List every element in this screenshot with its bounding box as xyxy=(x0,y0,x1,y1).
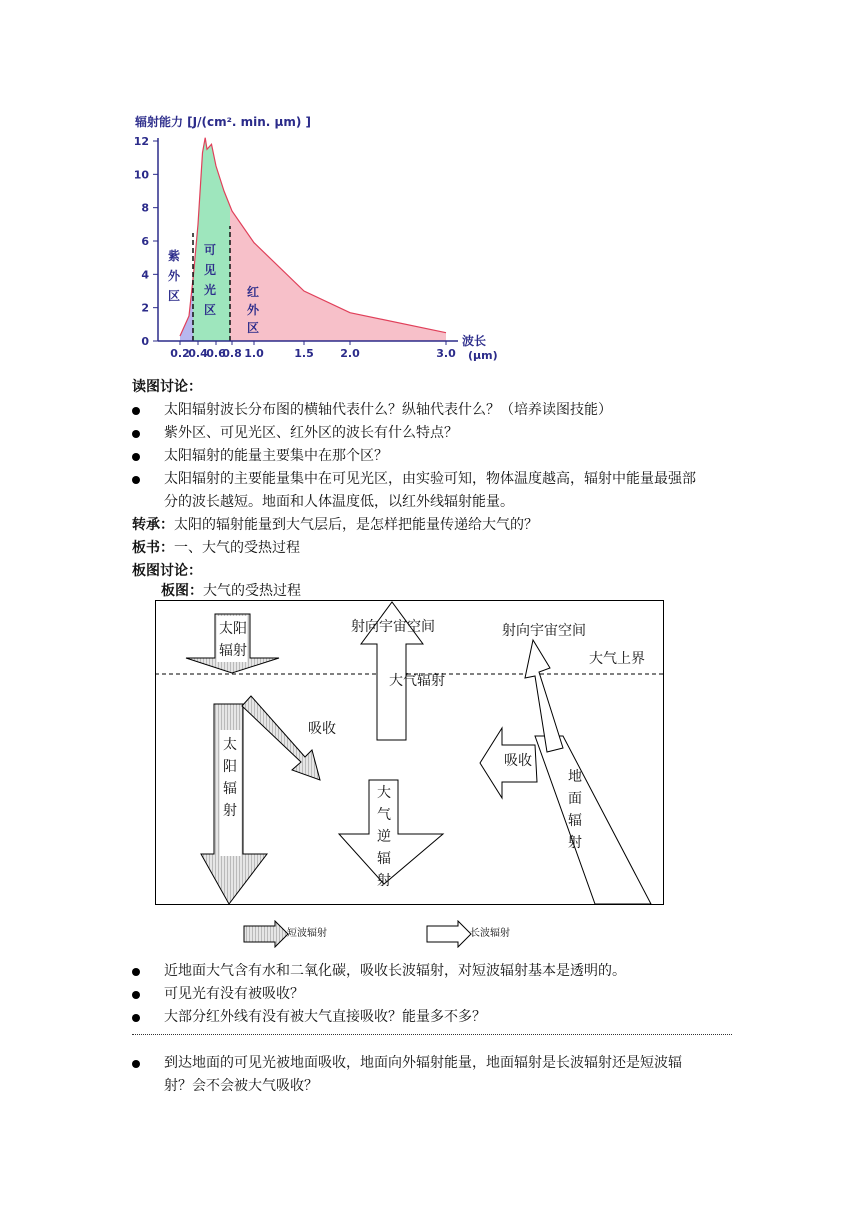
bullet-icon xyxy=(132,991,140,999)
x-tick-label: 0.4 xyxy=(188,347,208,360)
long-wave-legend-icon xyxy=(426,920,472,948)
short-wave-legend-label: 短波辐射 xyxy=(287,928,327,939)
y-tick-label: 0 xyxy=(141,335,149,348)
ground-radiation-band xyxy=(535,736,651,904)
radiation-spectrum-chart xyxy=(128,108,498,363)
y-tick-label: 8 xyxy=(141,201,149,215)
bullet-icon xyxy=(132,968,140,976)
zone-uv-char-1: 紫 xyxy=(167,249,181,263)
x-tick-label: 1.5 xyxy=(294,347,314,360)
atmosphere-heating-diagram xyxy=(155,600,665,906)
bullet-icon xyxy=(132,1014,140,1022)
x-tick-label: 1.0 xyxy=(244,347,264,360)
bullet-icon xyxy=(132,476,140,484)
sun-radiation-label-1: 太阳 xyxy=(219,621,247,637)
space-label-2: 射向宇宙空间 xyxy=(502,623,586,639)
x-tick-label: 0.6 xyxy=(206,347,226,360)
atmospheric-radiation-label: 大气辐射 xyxy=(389,673,445,689)
x-unit-label-2: (μm) xyxy=(468,349,498,362)
list-item-continued: 分的波长越短。地面和人体温度低，以红外线辐射能量。 xyxy=(164,494,514,510)
absorb-label-1: 吸收 xyxy=(308,721,336,737)
zone-ir-char-2: 外 xyxy=(246,303,260,317)
ground-radiation-to-space-arrow xyxy=(525,640,563,752)
discussion-heading: 读图讨论： xyxy=(132,379,202,395)
absorb-label-2: 吸收 xyxy=(504,753,532,769)
zone-uv-char-3: 区 xyxy=(167,289,181,303)
zone-visible-char-1: 可 xyxy=(203,243,217,257)
upper-atmosphere-label: 大气上界 xyxy=(589,651,645,667)
dotted-divider xyxy=(132,1034,732,1037)
x-tick-label: 3.0 xyxy=(436,347,456,360)
bullet-icon xyxy=(132,430,140,438)
zone-visible-char-4: 区 xyxy=(203,303,217,317)
zone-ir-char-1: 红 xyxy=(246,285,260,299)
y-tick-label: 12 xyxy=(133,135,149,148)
zone-uv-char-2: 外 xyxy=(167,269,181,283)
transition-line: 转承：太阳的辐射能量到大气层后，是怎样把能量传递给大气的？ xyxy=(132,517,538,533)
y-tick-label: 2 xyxy=(141,301,149,315)
board-line: 板书：一、大气的受热过程 xyxy=(132,540,300,556)
board-figure-caption: 板图：大气的受热过程 xyxy=(161,583,301,599)
y-tick-label: 6 xyxy=(141,235,149,248)
zone-visible-char-2: 见 xyxy=(203,263,217,277)
bullet-icon xyxy=(132,1060,140,1068)
sun-radiation-label-2: 辐射 xyxy=(219,643,247,659)
sun-radiation-vertical-label: 太 阳 辐 射 xyxy=(223,737,237,819)
ground-radiation-vertical-label: 地 面 辐 射 xyxy=(568,769,582,851)
x-tick-label: 2.0 xyxy=(340,347,360,360)
long-wave-legend-label: 长波辐射 xyxy=(470,928,510,939)
space-label-1: 射向宇宙空间 xyxy=(351,619,435,635)
list-item-continued: 射？会不会被大气吸收？ xyxy=(164,1078,318,1094)
bullet-icon xyxy=(132,407,140,415)
chart-title: 辐射能力 [J/(cm². min. μm) ] xyxy=(135,115,311,129)
y-tick-label: 10 xyxy=(133,168,149,182)
zone-visible-char-3: 光 xyxy=(203,283,217,297)
board-discussion-heading: 板图讨论： xyxy=(132,563,202,579)
x-tick-label: 0.2 xyxy=(170,347,190,360)
x-tick-label: 0.8 xyxy=(222,347,242,360)
short-wave-legend-icon xyxy=(243,920,289,948)
bullet-icon xyxy=(132,453,140,461)
zone-ir-char-3: 区 xyxy=(246,321,260,335)
counter-radiation-vertical-label: 大 气 逆 辐 射 xyxy=(377,785,391,889)
x-unit-label: 波长 xyxy=(462,334,487,348)
y-tick-label: 4 xyxy=(141,268,149,282)
